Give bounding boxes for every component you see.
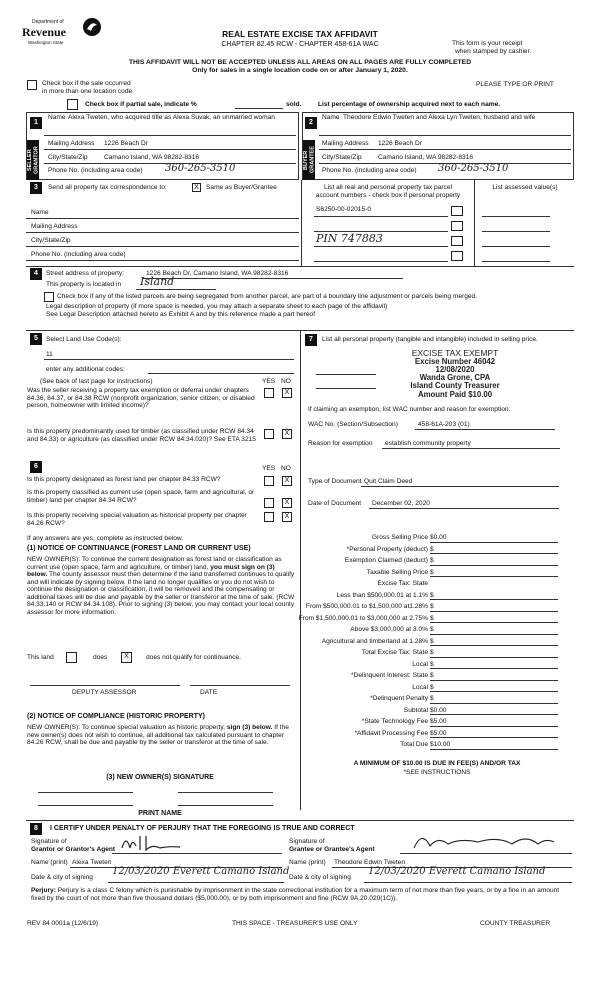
stamp-line-5: Island County Treasurer [410,381,500,391]
personal-property-line-2[interactable] [316,388,376,389]
calc-row-value[interactable]: $ [430,672,558,681]
calc-row-value[interactable]: $0.00 [430,707,558,716]
minimum-due-note: A MINIMUM OF $10.00 IS DUE IN FEE(S) AND/OR TAX [353,760,521,767]
treasurer-space-note: THIS SPACE - TREASURER'S USE ONLY [232,920,358,927]
new-owner-signature-label: (3) NEW OWNER(S) SIGNATURE [106,774,214,781]
street-address-line [143,278,403,279]
grantor-signature [118,832,188,854]
grantor-date-value[interactable]: 12/03/2020 Everett Camano Island [112,866,290,877]
segregation-checkbox[interactable] [44,292,54,302]
stamp-line-2: Excise Number 46042 [414,356,496,366]
wac-line [415,429,555,430]
doc-type-value[interactable]: Quit Claim Deed [364,478,413,485]
seller-mail-label: Mailing Address [48,140,95,147]
reason-value[interactable]: establish community property [385,440,471,447]
calc-row-value[interactable]: $5.00 [430,718,558,727]
personal-property-line[interactable] [316,374,376,375]
parcel-3-personal-checkbox[interactable] [451,236,463,246]
receipt-note-2: when stamped by cashier. [455,48,532,55]
calc-row-value[interactable]: $ [430,649,558,658]
corr-phone-line[interactable] [26,260,299,261]
seller-city-value[interactable]: Camano Island, WA 98282-8316 [104,154,200,161]
this-land-label: This land [27,654,54,661]
calc-row-value[interactable]: $5.00 [430,730,558,739]
calc-row-label: Subtotal [403,706,428,714]
calc-row-value[interactable]: $ [430,603,558,612]
dor-logo [14,14,104,50]
calc-row-label: *Affidavit Processing Fee [354,729,428,737]
section-4-top-rule [26,266,574,267]
buyer-city-label: City/State/Zip [322,154,362,161]
section-7-number: 7 [305,334,317,346]
assessor-date-line[interactable] [190,685,290,686]
if-yes-note: If any answers are yes, complete as instructed below. [27,535,184,542]
stamp-line-3: 12/08/2020 [435,365,475,375]
grantee-date-label: Date & city of signing [289,874,351,881]
notice-compliance-body-b: sign (3) below. [226,724,273,731]
calc-row [302,707,574,718]
notice-continuance-body-b: you must sign on (3) below. [27,563,275,579]
calc-row [302,730,574,741]
historic-no-checkbox[interactable]: X [282,512,292,522]
perjury-label: Perjury: [31,887,56,894]
s5-no-header: NO [281,378,291,385]
s5-yes-header: YES [262,378,276,385]
calc-row [302,626,574,637]
assessed-value-header: List assessed value(s) [492,184,558,191]
corr-phone-label: Phone No. (including area code) [31,251,126,258]
multi-location-label-2: in more than one location code. [42,88,135,95]
notice-compliance-body-c: If the new owner(s) does not wish to continue, all additional tax calculated pursuant to chapter 84.26 RCW, shall be due and payable by the seller or transferor at the time of sale. [27,724,289,747]
reason-label: Reason for exemption [308,440,373,447]
same-as-buyer-label: Same as Buyer/Grantee [206,184,277,191]
calc-row-label: Total Due [400,741,428,748]
receipt-note-1: This form is your receipt [452,40,523,47]
calc-row-value[interactable]: $0.00 [430,534,558,543]
corr-mail-line[interactable] [26,232,299,233]
section-6-number: 6 [30,461,42,473]
grantee-sig-of: Signature of [289,838,325,845]
calc-row [302,718,574,729]
calc-row-value[interactable]: $ [430,569,558,578]
doc-date-label: Date of Document [308,500,362,507]
assessed-2-line [482,231,550,232]
timber-yes-checkbox[interactable] [264,429,274,439]
buyer-phone-value[interactable]: 360-265-3510 [438,163,509,174]
notice-continuance-body [27,556,295,617]
seller-phone-value[interactable]: 360-265-3510 [165,163,236,174]
calc-row-label: From $1,500,000.01 to $3,000,000 at 2.75% [298,614,428,622]
partial-sale-label: Check box if partial sale, indicate % [85,101,197,108]
calc-row-value[interactable]: $ [430,684,558,693]
land-does-not-checkbox[interactable]: X [121,652,132,663]
corr-name-line[interactable] [26,218,299,219]
calc-row-value[interactable]: $ [430,661,558,670]
grantee-signature-line[interactable] [400,853,572,854]
parcel-3[interactable]: PIN 747883 [316,232,383,245]
dept-line1: Department of [32,19,64,25]
calc-row [298,614,574,626]
calc-row-label: Above $3,000,000 at 3.0% [350,626,428,633]
section-8-top-rule [26,820,574,821]
calc-row-label: Less than $500,000.01 at 1.1% [336,591,428,599]
parcel-1-line [314,216,448,217]
calc-row-label: *State Technology Fee [361,718,428,725]
new-owner-signature-line-1[interactable] [38,792,133,793]
same-as-buyer-checkbox[interactable]: X [192,183,201,192]
calc-row-value[interactable]: $ [430,638,558,647]
print-name-line-2[interactable] [178,805,273,806]
exemption-yes-checkbox[interactable] [264,388,274,398]
grantor-date-label: Date & city of signing [31,874,93,881]
exemption-question: Was the seller receiving a property tax exemption or deferral under chapters 84.36, 84.37, or 84.38 RCW (nonprofit organization, senior citizen, or disabled person, homeowner with limited income)? [27,387,255,410]
county-treasurer-note: COUNTY TREASURER [480,920,551,927]
print-name-line-1[interactable] [38,805,133,806]
grantor-sig-of: Signature of [31,838,67,845]
corr-name-label: Name [31,209,49,216]
parcel-3-line [314,246,448,247]
additional-codes-label: enter any additional codes: [46,366,125,373]
land-use-line [44,359,294,360]
calc-row-label: Gross Selling Price [371,534,428,541]
acceptance-warning: THIS AFFIDAVIT WILL NOT BE ACCEPTED UNLESS ALL AREAS ON ALL PAGES ARE FULLY COMPLETED [128,59,472,66]
assessed-3-line [482,246,550,247]
seller-mail-value[interactable]: 1226 Beach Dr [104,140,148,147]
exemption-no-checkbox[interactable]: X [282,388,292,398]
buyer-name-label: Name [322,114,340,121]
street-address-value[interactable]: 1226 Beach Dr, Camano Island, WA 98282-8316 [146,270,289,277]
forest-yes-checkbox[interactable] [264,476,274,486]
parcel-4-personal-checkbox[interactable] [451,251,463,261]
wac-label: WAC No. (Section/Subsection) [308,421,398,428]
grantee-date-value[interactable]: 12/03/2020 Everett Camano Island [368,866,546,877]
calc-row [302,580,574,591]
certify-statement: I CERTIFY UNDER PENALTY OF PERJURY THAT THE FOREGOING IS TRUE AND CORRECT [50,825,355,832]
section-3-number: 3 [30,182,42,194]
does-label: does [93,654,108,661]
calc-row-value[interactable]: $ [430,592,558,601]
form-title: REAL ESTATE EXCISE TAX AFFIDAVIT [222,29,378,39]
treasurer-stamp [385,349,525,399]
please-type-note: PLEASE TYPE OR PRINT [476,81,554,88]
calc-row-value[interactable]: $10.00 [430,741,558,750]
calc-row-label: Local [412,683,428,691]
current-use-yes-checkbox[interactable] [264,498,274,508]
calc-row-value[interactable]: $ [430,626,558,635]
doc-type-line [361,486,559,487]
see-instructions-note: *SEE INSTRUCTIONS [403,769,471,776]
deputy-assessor-line[interactable] [30,685,180,686]
see-back-note: (See back of last page for instructions) [40,378,153,385]
corr-city-label: City/State/Zip [31,237,71,244]
calc-row [302,672,574,683]
parcel-4-line [314,261,448,262]
calc-row-label: *Personal Property (deduct) [346,545,428,553]
land-use-label: Select Land Use Code(s): [46,336,122,343]
calc-row [302,741,574,752]
calc-row [302,695,574,706]
stamp-line-6: Amount Paid $10.00 [417,389,493,399]
parcel-header-2: account numbers - check box if personal property [315,192,461,199]
buyer-name-value: Theodore Edwin Tweten and Alexa Lyn Tweten, husband and wife [343,114,536,121]
doc-type-label: Type of Document [308,478,362,485]
form-subtitle: CHAPTER 82.45 RCW - CHAPTER 458-61A WAC [221,41,379,48]
additional-codes-line[interactable] [148,373,294,374]
stamp-line-4: Wanda Grone, CPA [419,373,491,383]
calc-row-label: *Delinquent Interest: State [351,672,428,679]
buyer-phone-label: Phone No. (including area code) [322,167,417,174]
partial-sale-checkbox[interactable] [67,99,78,110]
wac-value[interactable]: 458-61A-203 (01) [418,421,470,428]
calc-row-value[interactable]: $ [430,546,558,555]
section-2-number: 2 [305,117,317,129]
calc-row-label: *Delinquent Penalty [370,695,428,702]
calc-row-label: Exemption Claimed (deduct) [344,557,428,564]
forest-no-checkbox[interactable]: X [282,476,292,486]
buyer-mail-label: Mailing Address [322,140,369,147]
seller-grantor-label: SELLER GRANTOR [27,140,39,180]
grantor-signature-line[interactable] [112,853,282,854]
notice-compliance-body-a: NEW OWNER(S): To continue special valuation as historic property, [27,724,226,731]
grantee-signature [408,828,558,852]
calc-row [302,557,574,568]
seller-name-value: Alexa Tweten, who acquired title as Alexa Suvak, an unmarried woman [68,114,275,121]
send-correspondence-label: Send all property tax correspondence to: [48,184,167,191]
located-in-label: This property is located in [46,281,122,288]
dept-line2: Revenue [22,25,66,39]
grantee-agent-label: Grantee or Grantee's Agent [289,846,375,853]
legal-description-value[interactable]: See Legal Description attached hereto as Exhibit A and by this reference made a part hereof [46,311,316,318]
stamp-line-1: EXCISE TAX EXEMPT [411,348,499,358]
perjury-notice [31,887,571,902]
grantee-name-value[interactable]: Theodore Edwin Tweten [334,859,405,866]
calc-row-value[interactable]: $ [430,615,558,624]
assessed-1-line [482,216,550,217]
parcel-1[interactable]: S6250-00-02015-0 [316,206,371,213]
land-does-checkbox[interactable] [66,652,77,663]
section-4-number: 4 [30,268,42,280]
multi-location-checkbox[interactable] [27,80,37,90]
seller-name-line [44,135,296,136]
calc-row [302,569,574,580]
dept-line3: Washington State [28,40,64,45]
calc-row-value[interactable]: $ [430,557,558,566]
seller-name-label: Name [48,114,66,121]
calc-row [302,603,574,614]
section-8-number: 8 [30,823,42,835]
calc-row [302,684,574,695]
multi-location-label-1: Check box if the sale occurred [42,80,131,87]
grantor-agent-label: Grantor or Grantor's Agent [31,846,116,853]
s6-no-header: NO [281,465,291,472]
calc-row-label: Excise Tax: State [377,580,428,587]
corr-mail-label: Mailing Address [31,223,78,230]
historic-question: Is this property receiving special valuation as historical property per chapter 84.26 RCW? [27,512,247,527]
s6-yes-header: YES [262,465,276,472]
column-divider [300,330,301,810]
forest-land-question: Is this property designated as forest land per chapter 84.33 RCW? [27,476,221,483]
notice-continuance-body-a: NEW OWNER(S): To continue the current designation as forest land or classification as current use (open space, farm and agriculture, or timber) land, [27,556,282,571]
grantee-name-label: Name (print) [289,859,326,866]
form-revision: REV 84 0001a (12/6/19) [27,920,99,927]
calc-row [302,592,574,603]
buyer-grantee-label: BUYER GRANTEE [303,140,315,180]
doc-date-line [369,508,559,509]
parcel-header-1: List all real and personal property tax parcel [324,184,452,191]
legal-description-note: Legal description of property (if more space is needed, you may attach a separate sheet to each page of the affidavit) [46,303,388,310]
located-in-value[interactable]: Island [140,275,175,288]
parcel-1-personal-checkbox[interactable] [451,206,463,216]
timber-question: Is this property predominantly used for timber (as classified under RCW 84.34 and 84.33) or agriculture (as classified under RCW 84.34.020)? See ETA 3215 [27,428,256,443]
buyer-city-value[interactable]: Camano Island, WA 98282-8316 [378,154,474,161]
calc-row-label: Local [412,660,428,668]
ownership-note: List percentage of ownership acquired next to each name. [318,101,501,108]
perjury-text: Perjury is a class C felony which is punishable by imprisonment in the state correctional institution for a maximum term of not more than five years, or by a fine in an amount fixed by the court of not more than five thousand dollars ($5,000.00), or by both imprisonment and fine (RCW 9A.20.020(1C)). [31,887,560,902]
seller-phone-label: Phone No. (including area code) [48,167,143,174]
revenue-logo-icon [82,17,102,37]
print-name-label: PRINT NAME [138,810,182,817]
parcel-2-personal-checkbox[interactable] [451,221,463,231]
buyer-name-line [319,135,571,136]
corr-city-line[interactable] [26,246,299,247]
grantor-name-label: Name (print) [31,859,68,866]
new-owner-signature-line-2[interactable] [178,792,273,793]
calc-row-label: Agricultural and timberland at 1.28% [321,637,428,645]
timber-no-checkbox[interactable]: X [282,429,292,439]
calc-row-label: Total Excise Tax: State [361,649,428,656]
calc-row-value[interactable]: $ [430,695,558,704]
located-in-line [136,289,216,290]
grantor-name-value[interactable]: Alexa Tweten [72,859,112,866]
doc-date-value[interactable]: December 02, 2020 [372,500,430,507]
partial-sale-sold: sold. [286,101,302,108]
current-use-no-checkbox[interactable]: X [282,498,292,508]
seller-city-label: City/State/Zip [48,154,88,161]
section-5-number: 5 [30,333,42,345]
buyer-mail-value[interactable]: 1226 Beach Dr [378,140,422,147]
grantee-date-line [364,882,572,883]
calc-row [302,534,574,545]
land-use-value[interactable]: 11 [46,351,53,358]
street-address-label: Street address of property: [46,270,125,277]
notice-compliance-body [27,724,295,747]
section-1-number: 1 [30,117,42,129]
calc-row [302,546,574,557]
calc-row-label: Taxable Selling Price [366,568,428,576]
assessed-4-line [482,261,550,262]
segregation-label: Check box if any of the listed parcels are being segregated from another parcel, are part of a boundary line adjustment or parcels being merged. [57,293,478,300]
buyer-mail-line [319,149,571,150]
calc-row-label: From $500,000.01 to $1,500,000 at1.28% [305,603,428,610]
notice-continuance-body-c: The county assessor must then determine if the land transferred continues to qualify and will indicate by signing below. If the land no longer qualifies or you do not wish to continue the designation or classification, it will be removed and the compensating or additional taxes will be due and payable by the seller or transferor at the time of sale. (RCW 84.33.140 or RCW 84.34.108). Prior to signing (3) below, you may contact your local county assessor for more information. [27,571,295,617]
current-use-question: Is this property classified as current use (open space, farm and agricultural, or timber) land per chapter 84.34 RCW? [27,489,255,504]
calc-row [302,638,574,649]
assessor-date-label: DATE [200,689,218,696]
deputy-assessor-label: DEPUTY ASSESSOR [72,689,137,696]
partial-sale-percent-field[interactable] [235,108,283,109]
calc-row [302,649,574,660]
historic-yes-checkbox[interactable] [264,512,274,522]
single-location-note: Only for sales in a single location code on or after January 1, 2020. [192,67,408,74]
not-qualify-label: does not qualify for continuance. [146,654,241,661]
claim-exemption-label: If claiming an exemption, list WAC number and reason for exemption: [308,406,511,413]
calc-row [302,661,574,672]
grantor-date-line [108,882,284,883]
reason-line [382,448,560,449]
seller-mail-line [44,149,296,150]
notice-continuance-title: (1) NOTICE OF CONTINUANCE (FOREST LAND OR CURRENT USE) [27,545,251,552]
personal-property-label: List all personal property (tangible and intangible) included in selling price. [322,336,538,343]
notice-compliance-title: (2) NOTICE OF COMPLIANCE (HISTORIC PROPERTY) [27,713,205,720]
